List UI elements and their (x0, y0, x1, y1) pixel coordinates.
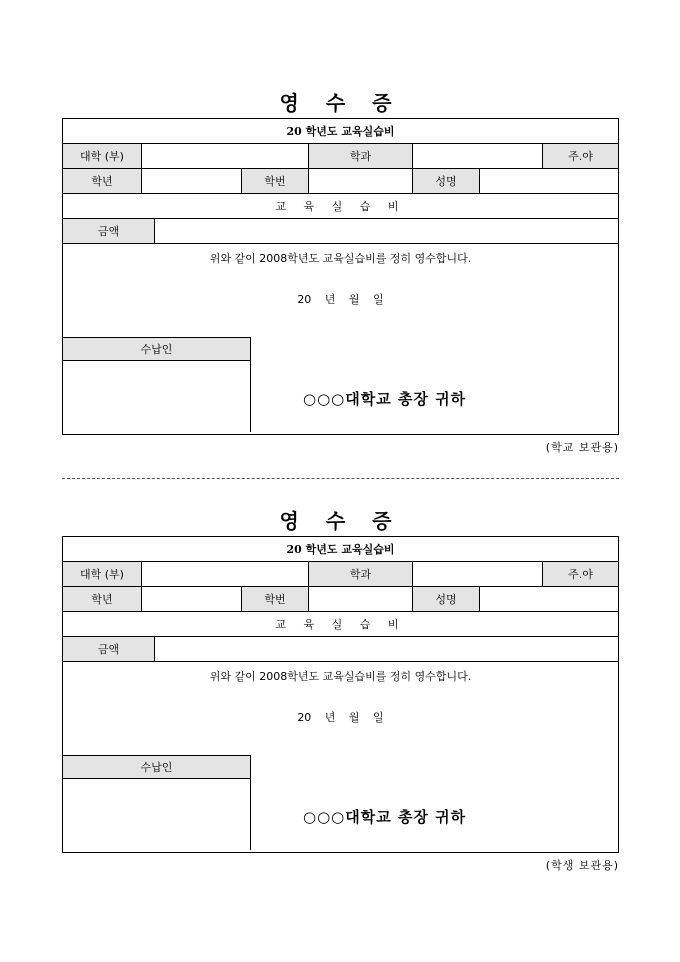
fee-label: 교 육 실 습 비 (275, 618, 406, 631)
amount-label: 금액 (63, 637, 155, 661)
college-field[interactable] (142, 144, 309, 168)
year-field[interactable] (142, 587, 242, 611)
college-label: 대학 (부) (63, 562, 142, 586)
copy-note: (학생 보관용) (545, 859, 619, 872)
college-row (63, 562, 618, 587)
fee-row (63, 612, 618, 637)
payer-label: 수납인 (63, 755, 251, 779)
form-header: 20 학년도 교육실습비 (286, 125, 395, 138)
dept-field[interactable] (413, 562, 543, 586)
dept-label: 학과 (309, 562, 413, 586)
date-line: 20 년 월 일 (297, 293, 384, 306)
addressee: ○○○대학교 총장 귀하 (303, 808, 467, 826)
receipt-statement: 위와 같이 2008학년도 교육실습비를 정히 영수합니다. (209, 670, 472, 683)
form-header: 20 학년도 교육실습비 (286, 543, 395, 556)
student-row (63, 587, 618, 612)
college-field[interactable] (142, 562, 309, 586)
dept-field[interactable] (413, 144, 543, 168)
student-row (63, 169, 618, 194)
year-label: 학년 (63, 169, 142, 193)
receipt-body (63, 662, 618, 852)
dept-label: 학과 (309, 144, 413, 168)
amount-field[interactable] (155, 637, 618, 661)
student-id-label: 학번 (242, 587, 309, 611)
day-night-label: 주.야 (543, 144, 618, 168)
year-label: 학년 (63, 587, 142, 611)
year-field[interactable] (142, 169, 242, 193)
receipt-form (62, 118, 619, 435)
fee-label: 교 육 실 습 비 (275, 200, 406, 213)
day-night-label: 주.야 (543, 562, 618, 586)
name-field[interactable] (480, 169, 618, 193)
receipt-body (63, 244, 618, 434)
header-row (63, 537, 618, 562)
payer-signature-box[interactable] (63, 361, 251, 432)
college-label: 대학 (부) (63, 144, 142, 168)
payer-signature-box[interactable] (63, 779, 251, 850)
name-label: 성명 (413, 169, 480, 193)
fee-row (63, 194, 618, 219)
amount-row (63, 637, 618, 662)
receipt-title: 영 수 증 (279, 509, 402, 533)
name-label: 성명 (413, 587, 480, 611)
college-row (63, 144, 618, 169)
receipt-statement: 위와 같이 2008학년도 교육실습비를 정히 영수합니다. (209, 252, 472, 265)
amount-label: 금액 (63, 219, 155, 243)
payer-label: 수납인 (63, 337, 251, 361)
cut-line (62, 478, 619, 479)
header-row (63, 119, 618, 144)
student-id-label: 학번 (242, 169, 309, 193)
name-field[interactable] (480, 587, 618, 611)
amount-field[interactable] (155, 219, 618, 243)
date-line: 20 년 월 일 (297, 711, 384, 724)
receipt-title: 영 수 증 (279, 91, 402, 115)
student-id-field[interactable] (309, 169, 413, 193)
addressee: ○○○대학교 총장 귀하 (303, 390, 467, 408)
copy-note: (학교 보관용) (545, 441, 619, 454)
amount-row (63, 219, 618, 244)
student-id-field[interactable] (309, 587, 413, 611)
receipt-form (62, 536, 619, 853)
